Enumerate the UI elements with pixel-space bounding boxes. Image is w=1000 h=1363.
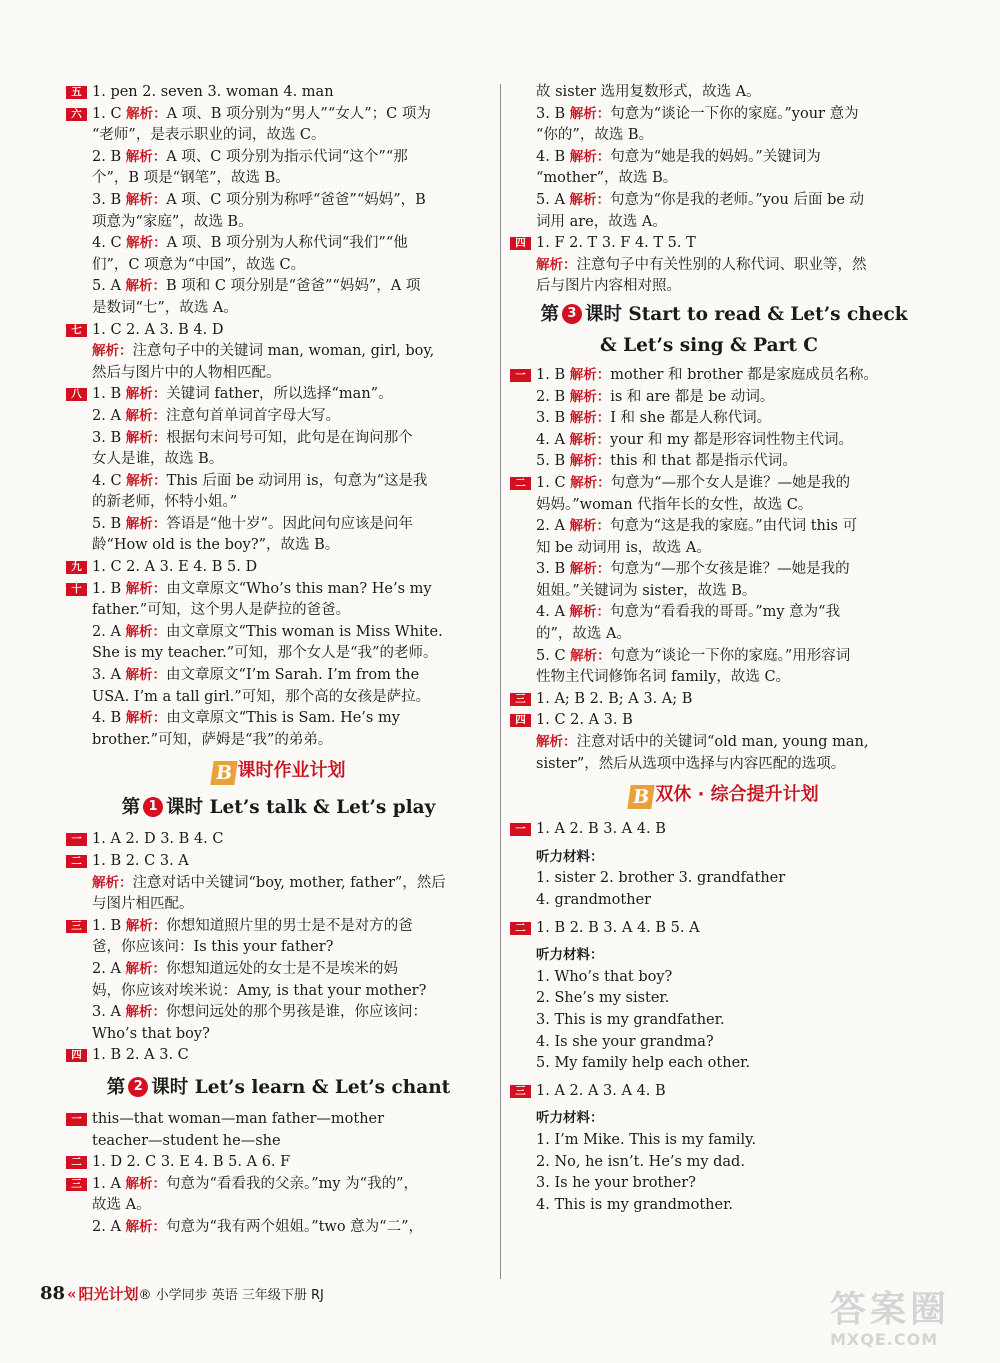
answer-line: 2. A 解析：注意句首单词首字母大写。	[92, 407, 341, 424]
answer-line	[510, 365, 938, 387]
page-footer	[40, 1283, 324, 1304]
section-tag: 二	[66, 855, 87, 868]
answer-line	[66, 851, 491, 873]
section-banner	[510, 775, 938, 815]
analysis-label: 解析：	[569, 431, 611, 448]
analysis-label: 解析：	[569, 518, 611, 535]
answer-line: 3. This is my grandfather.	[536, 1011, 725, 1028]
analysis-label: 解析：	[536, 256, 577, 273]
watermark	[830, 1290, 990, 1356]
answer-line: 的”，故选 A。	[536, 626, 631, 643]
answer-line: 2. She’s my sister.	[536, 990, 670, 1007]
line-text: 1. C 解析：句意为“—那个女人是谁？—她是我的	[536, 474, 851, 491]
answer-line: 2. A 解析：由文章原文“This woman is Miss White.	[92, 623, 443, 640]
line-text: 1. A 2. B 3. A 4. B	[536, 821, 666, 838]
lesson-heading-continued: & Let’s sing & Part C	[600, 334, 819, 356]
answer-line: father.”可知，这个男人是萨拉的爸爸。	[92, 602, 351, 619]
answer-line	[66, 384, 491, 406]
line-text: 1. A 2. D 3. B 4. C	[92, 831, 224, 848]
analysis-label: 解析：	[125, 386, 167, 403]
answer-line: 2. B 解析：A 项、C 项分别为指示代词“这个”“那	[92, 148, 408, 165]
answer-line: 5. My family help each other.	[536, 1055, 751, 1072]
analysis-label: 解析：	[569, 191, 611, 208]
answer-line: 2. No, he isn’t. He’s my dad.	[536, 1153, 745, 1170]
line-text: 1. B 2. C 3. A	[92, 853, 189, 869]
answer-line: 的新老师，怀特小姐。”	[92, 494, 238, 511]
lesson-number: 3	[562, 304, 582, 324]
analysis-label: 解析：	[126, 235, 167, 252]
line-text: 1. B 2. B 3. A 4. B 5. A	[536, 919, 700, 936]
answer-line: 爸，你应该问：Is this your father?	[92, 939, 334, 956]
analysis-label: 解析：	[125, 191, 167, 208]
answer-line: Who’s that boy?	[92, 1025, 210, 1042]
section-tag: 一	[66, 1113, 87, 1126]
section-tag: 三	[510, 1085, 531, 1098]
analysis-label: 解析：	[569, 453, 611, 470]
answer-line: 4. A 解析：句意为“看看我的哥哥。”my 意为“我	[536, 604, 841, 621]
banner-b-icon: B	[210, 761, 237, 785]
answer-line: 1. I’m Mike. This is my family.	[536, 1131, 757, 1148]
right-column	[510, 82, 938, 1216]
analysis-label: 解析：	[569, 105, 611, 122]
analysis-label: 解析：	[125, 917, 167, 934]
section-tag: 三	[510, 693, 531, 706]
analysis-label: 解析：	[125, 580, 167, 597]
answer-line	[66, 82, 491, 104]
analysis-label: 解析：	[569, 148, 611, 165]
analysis-label: 解析：	[125, 515, 167, 532]
line-text: 1. A; B 2. B; A 3. A; B	[536, 690, 693, 707]
lesson-prefix: 第	[540, 303, 559, 325]
answer-line: 5. B 解析：答语是“他十岁”。因此问句应该是问年	[92, 515, 414, 532]
answer-line: 3. B 解析：A 项、C 项分别为称呼“爸爸”“妈妈”，B	[92, 191, 426, 208]
section-tag: 一	[510, 369, 531, 382]
analysis-label: 解析：	[569, 410, 611, 427]
listening-label: 听力材料：	[536, 848, 604, 865]
section-tag: 二	[66, 1156, 87, 1169]
analysis-label: 解析：	[569, 366, 611, 383]
answer-line	[510, 689, 938, 711]
answer-line: “你的”，故选 B。	[536, 127, 654, 144]
banner-title: 双休 · 综合提升计划	[655, 784, 819, 806]
answer-line: 5. A 解析：B 项和 C 项分别是“爸爸”“妈妈”，A 项	[92, 278, 421, 295]
section-tag: 四	[510, 714, 531, 727]
answer-line: 3. B 解析：句意为“谈论一下你的家庭。”your 意为	[536, 105, 859, 122]
answer-line: 性物主代词修饰名词 family，故选 C。	[536, 669, 791, 686]
line-text: 1. C 2. A 3. B 4. D	[92, 321, 224, 338]
answer-line: 词用 are，故选 A。	[536, 213, 667, 230]
line-text: 1. B 解析：mother 和 brother 都是家庭成员名称。	[536, 366, 878, 383]
answer-line: “老师”，是表示职业的词，故选 C。	[92, 127, 326, 144]
analysis-label: 解析：	[125, 407, 167, 424]
analysis-label: 解析：	[569, 388, 611, 405]
page-number: 88	[40, 1283, 66, 1304]
section-tag: 三	[66, 1178, 87, 1191]
analysis-label: 解析：	[125, 278, 167, 295]
section-tag: 七	[66, 324, 87, 337]
listening-label: 听力材料：	[536, 947, 604, 964]
line-text: 1. pen 2. seven 3. woman 4. man	[92, 84, 334, 100]
line-text: 1. B 解析：你想知道照片里的男士是不是对方的爸	[92, 917, 413, 934]
section-tag: 一	[66, 833, 87, 846]
answer-line: 是数词“七”，故选 A。	[92, 299, 238, 316]
answer-line: 后与图片内容相对照。	[536, 278, 681, 295]
section-tag: 十	[66, 583, 87, 596]
analysis-label: 解析：	[125, 623, 167, 640]
analysis-label: 解析：	[126, 105, 167, 122]
analysis-label: 解析：	[126, 472, 167, 489]
answer-line: 5. C 解析：句意为“谈论一下你的家庭。”用形容词	[536, 647, 851, 664]
analysis-label: 解析：	[569, 604, 611, 621]
answer-line: 2. A 解析：你想知道远处的女士是不是埃米的妈	[92, 960, 399, 977]
column-divider	[500, 84, 501, 1279]
watermark-url: MXQE.COM	[830, 1330, 939, 1349]
answer-line: 5. A 解析：句意为“你是我的老师。”you 后面 be 动	[536, 191, 865, 208]
answer-line: sister”，然后从选项中选择与内容匹配的选项。	[536, 755, 846, 772]
lesson-title: 课时 Let’s talk & Let’s play	[166, 797, 436, 819]
answer-line: 们”，C 项意为“中国”，故选 C。	[92, 256, 306, 273]
section-tag: 二	[510, 477, 531, 490]
answer-line	[66, 1045, 491, 1067]
analysis-label: 解析：	[536, 734, 577, 751]
answer-line: 故选 A。	[92, 1197, 151, 1214]
section-tag: 八	[66, 388, 87, 401]
answer-line: 3. B 解析：根据句末问号可知，此句是在询问那个	[92, 429, 413, 446]
answer-line	[66, 320, 491, 342]
answer-line: USA. I’m a tall girl.”可知，那个高的女孩是萨拉。	[92, 688, 431, 705]
banner-b-icon: B	[628, 785, 655, 809]
lesson-heading	[510, 298, 938, 332]
lesson-heading	[66, 1071, 491, 1105]
answer-line: 4. C 解析：This 后面 be 动词用 is，句意为“这是我	[92, 472, 428, 489]
banner-title: 课时作业计划	[237, 760, 346, 782]
answer-line	[66, 916, 491, 938]
line-text: 1. A 2. A 3. A 4. B	[536, 1082, 666, 1099]
answer-line: 解析：注意对话中关键词“boy, mother, father”，然后	[92, 874, 446, 891]
lesson-title: 课时 Start to read & Let’s check	[584, 303, 908, 325]
answer-line: 4. grandmother	[536, 892, 652, 908]
section-tag: 五	[66, 86, 87, 99]
answer-line: 4. B 解析：句意为“她是我的妈妈。”关键词为	[536, 148, 821, 165]
answer-line: 4. C 解析：A 项、B 项分别为人称代词“我们”“他	[92, 235, 408, 252]
answer-line: 4. A 解析：your 和 my 都是形容词性物主代词。	[536, 431, 853, 448]
answer-line	[66, 1174, 491, 1196]
line-text: 1. B 解析：关键词 father，所以选择“man”。	[92, 386, 393, 403]
section-tag: 四	[66, 1049, 87, 1062]
analysis-label: 解析：	[570, 474, 611, 491]
answer-line: 解析：注意句子中的关键词 man, woman, girl, boy,	[92, 343, 435, 360]
left-column	[66, 82, 491, 1239]
section-tag: 三	[66, 920, 87, 933]
answer-line: 3. A 解析：由文章原文“I’m Sarah. I’m from the	[92, 667, 420, 684]
answer-line	[66, 557, 491, 579]
analysis-label: 解析：	[125, 1218, 167, 1235]
answer-line: teacher—student he—she	[92, 1132, 281, 1149]
lesson-heading	[66, 791, 491, 825]
answer-line: 与图片相匹配。	[92, 896, 194, 913]
analysis-label: 解析：	[125, 710, 167, 727]
answer-line: “mother”，故选 B。	[536, 170, 678, 187]
line-text: 1. B 解析：由文章原文“Who’s this man? He’s my	[92, 580, 432, 597]
answer-line: 3. Is he your brother?	[536, 1175, 696, 1192]
line-text: 1. F 2. T 3. F 4. T 5. T	[536, 235, 696, 252]
line-text: 1. C 2. A 3. B	[536, 712, 633, 729]
lesson-number: 1	[143, 797, 163, 817]
answer-line: 解析：注意对话中的关键词“old man, young man,	[536, 734, 869, 751]
analysis-label: 解析：	[125, 148, 167, 165]
analysis-label: 解析：	[92, 874, 133, 891]
section-tag: 二	[510, 922, 531, 935]
answer-line: 解析：注意句子中有关性别的人称代词、职业等，然	[536, 256, 867, 273]
lesson-prefix: 第	[106, 1076, 126, 1098]
section-tag: 六	[66, 108, 87, 121]
answer-line: 2. B 解析：is 和 are 都是 be 动词。	[536, 388, 775, 405]
answer-line	[510, 1081, 938, 1103]
answer-line	[66, 579, 491, 601]
answer-line: 然后与图片中的人物相匹配。	[92, 364, 281, 381]
analysis-label: 解析：	[570, 647, 611, 664]
answer-line: 知 be 动词用 is，故选 A。	[536, 539, 711, 556]
answer-line: 龄“How old is the boy?”，故选 B。	[92, 537, 340, 554]
line-text: 1. C 2. A 3. E 4. B 5. D	[92, 559, 258, 576]
line-text: 1. B 2. A 3. C	[92, 1047, 189, 1064]
line-text: this—that woman—man father—mother	[92, 1110, 385, 1127]
section-tag: 九	[66, 561, 87, 574]
answer-line: She is my teacher.”可知，那个女人是“我”的老师。	[92, 645, 438, 662]
book-info: ® 小学同步 英语 三年级下册 RJ	[138, 1288, 324, 1303]
line-text: 1. A 解析：句意为“看看我的父亲。”my 为“我的”，	[92, 1175, 418, 1192]
answer-line	[510, 819, 938, 841]
answer-line	[510, 473, 938, 495]
answer-line: 3. B 解析：句意为“—那个女孩是谁？—她是我的	[536, 561, 850, 578]
analysis-label: 解析：	[569, 561, 611, 578]
analysis-label: 解析：	[125, 1175, 167, 1192]
answer-line: 个”，B 项是“钢笔”，故选 B。	[92, 170, 290, 187]
line-text: 1. D 2. C 3. E 4. B 5. A 6. F	[92, 1154, 291, 1171]
answer-line: 5. B 解析：this 和 that 都是指示代词。	[536, 453, 797, 470]
double-chevron-icon: «	[67, 1285, 77, 1303]
answer-line	[66, 104, 491, 126]
lesson-prefix: 第	[121, 797, 141, 819]
section-tag: 一	[510, 823, 531, 836]
section-banner	[66, 751, 491, 791]
answer-line	[66, 1152, 491, 1174]
answer-line: 妈妈。”woman 代指年长的女性，故选 C。	[536, 496, 813, 513]
answer-line	[510, 710, 938, 732]
answer-line: brother.”可知，萨姆是“我”的弟弟。	[92, 731, 333, 748]
answer-line: 2. A 解析：句意为“这是我的家庭。”由代词 this 可	[536, 518, 858, 535]
answer-line: 妈，你应该对埃米说：Amy, is that your mother?	[92, 982, 427, 999]
section-tag: 四	[510, 237, 531, 250]
analysis-label: 解析：	[125, 429, 167, 446]
answer-line	[66, 1109, 491, 1131]
brand-name: 阳光计划	[78, 1285, 139, 1303]
listening-label: 听力材料：	[536, 1110, 604, 1127]
answer-line: 2. A 解析：句意为“我有两个姐姐。”two 意为“二”，	[92, 1218, 424, 1235]
line-text: 1. C 解析：A 项、B 项分别为“男人”“女人”；C 项为	[92, 105, 431, 122]
answer-line: 1. sister 2. brother 3. grandfather	[536, 870, 786, 887]
answer-line: 3. A 解析：你想问远处的那个男孩是谁，你应该问：	[92, 1004, 428, 1021]
analysis-label: 解析：	[125, 1004, 167, 1021]
answer-line: 女人是谁，故选 B。	[92, 451, 224, 468]
answer-line: 4. Is she your grandma?	[536, 1033, 714, 1050]
analysis-label: 解析：	[125, 667, 167, 684]
answer-line: 姐姐。”关键词为 sister，故选 B。	[536, 582, 757, 599]
lesson-title: 课时 Let’s learn & Let’s chant	[151, 1076, 451, 1098]
lesson-number: 2	[128, 1077, 148, 1097]
answer-line	[510, 918, 938, 940]
analysis-label: 解析：	[125, 960, 167, 977]
watermark-logo: 答案圈	[830, 1289, 951, 1330]
answer-line	[66, 829, 491, 851]
answer-line: 3. B 解析：I 和 she 都是人称代词。	[536, 410, 772, 427]
answer-line: 故 sister 选用复数形式，故选 A。	[536, 84, 761, 100]
answer-line: 项意为“家庭”，故选 B。	[92, 213, 253, 230]
answer-line: 1. Who’s that boy?	[536, 968, 673, 985]
answer-line	[510, 233, 938, 255]
answer-line: 4. This is my grandmother.	[536, 1196, 734, 1213]
answer-line: 4. B 解析：由文章原文“This is Sam. He’s my	[92, 710, 400, 727]
analysis-label: 解析：	[92, 343, 133, 360]
